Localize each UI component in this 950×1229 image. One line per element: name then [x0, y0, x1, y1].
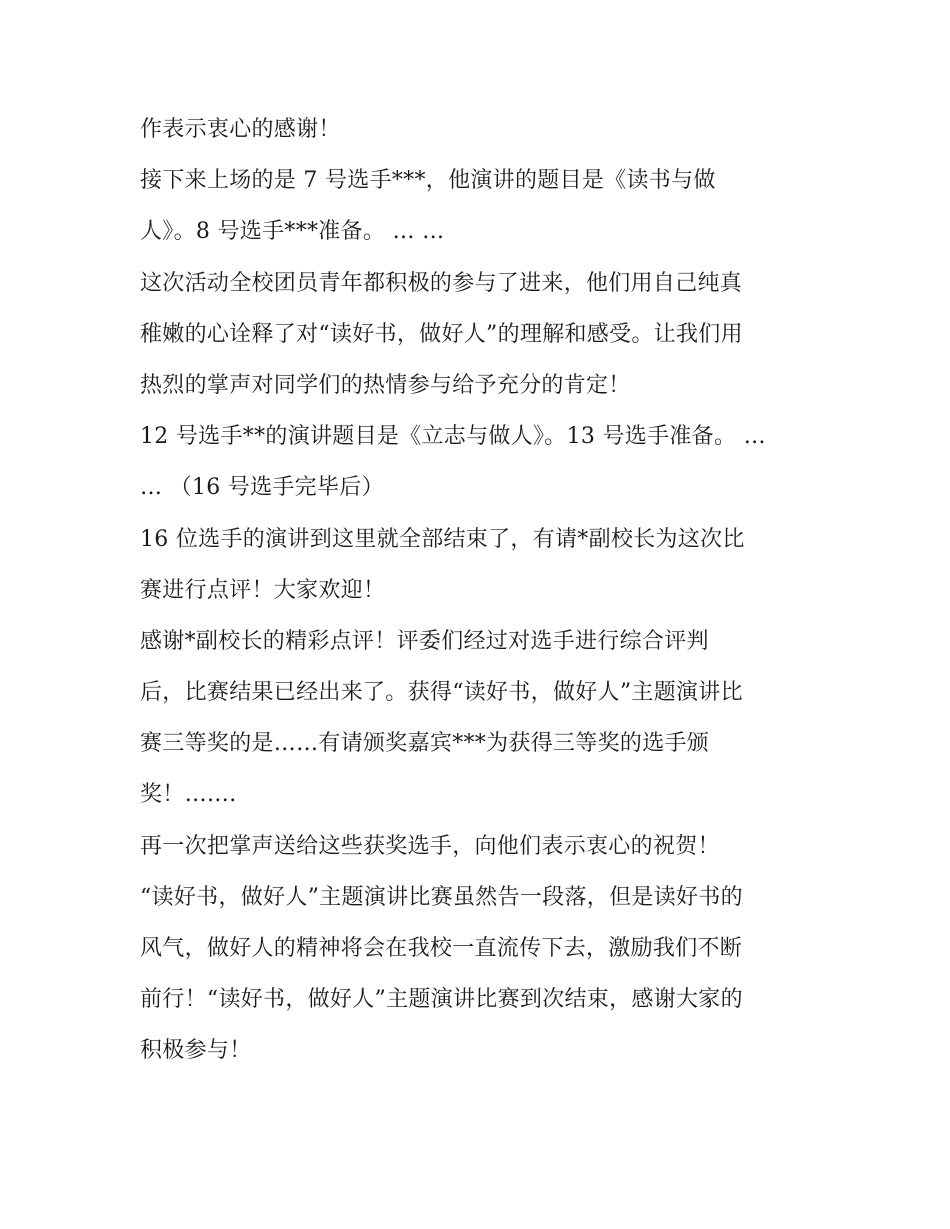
text-line: 稚嫩的心诠释了对“读好书，做好人”的理解和感受。让我们用 — [140, 321, 743, 347]
text-line: 感谢*副校长的精彩点评！评委们经过对选手进行综合评判 — [140, 628, 709, 654]
document-body — [140, 104, 820, 1077]
text-line: 后，比赛结果已经出来了。获得“读好书，做好人”主题演讲比 — [140, 680, 743, 706]
text-line: “读好书，做好人”主题演讲比赛虽然告一段落，但是读好书的 — [140, 884, 743, 910]
text-line: 再一次把掌声送给这些获奖选手，向他们表示衷心的祝贺！ — [140, 833, 720, 859]
text-line: … （16 号选手完毕后） — [140, 475, 384, 501]
text-line: 16 位选手的演讲到这里就全部结束了，有请*副校长为这次比 — [140, 526, 745, 552]
text-line: 作表示衷心的感谢！ — [140, 117, 341, 142]
text-line: 这次活动全校团员青年都积极的参与了进来，他们用自己纯真 — [140, 270, 743, 296]
text-line: 积极参与！ — [140, 1038, 252, 1064]
text-line: 赛进行点评！大家欢迎！ — [140, 577, 386, 603]
text-line: 热烈的掌声对同学们的热情参与给予充分的肯定！ — [140, 372, 631, 398]
text-line: 人》。8 号选手***准备。 … … — [140, 219, 445, 245]
text-line: 风气，做好人的精神将会在我校一直流传下去，激励我们不断 — [140, 936, 743, 961]
text-line: 赛三等奖的是……有请颁奖嘉宾***为获得三等奖的选手颁 — [140, 731, 710, 757]
text-line: 前行！“读好书，做好人”主题演讲比赛到次结束，感谢大家的 — [140, 987, 743, 1013]
text-line: 12 号选手**的演讲题目是《立志与做人》。13 号选手准备。 … — [140, 424, 766, 450]
text-line: 接下来上场的是 7 号选手***，他演讲的题目是《读书与做 — [140, 168, 716, 194]
text-line: 奖！……. — [140, 782, 237, 808]
